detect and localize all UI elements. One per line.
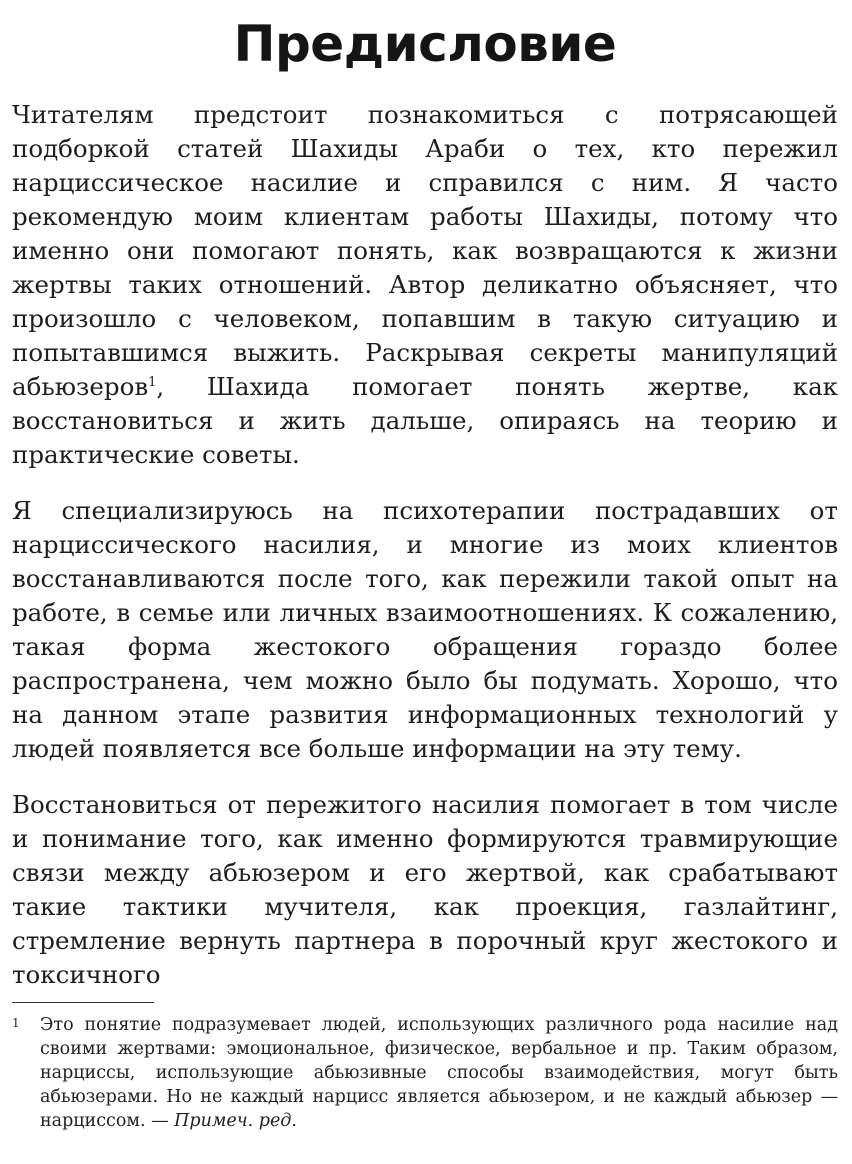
paragraph-1	[12, 98, 838, 472]
footnote	[12, 1013, 838, 1133]
footnote-divider	[12, 1002, 154, 1003]
page-title: Предисловие	[233, 15, 617, 73]
editor-note: Примеч. ред.	[174, 1111, 297, 1131]
footnote-mark: 1	[12, 1016, 20, 1030]
paragraph-1-text-b: , Шахида помогает понять жертве, как восстановиться и жить дальше, опираясь на теорию и практические советы.	[12, 372, 838, 469]
book-page	[12, 0, 838, 1164]
footnote-reference: 1	[148, 374, 157, 390]
paragraph-1-text-a: Читателям предстоит познакомиться с потрясающей подборкой статей Шахиды Араби о тех, кто пережил нарциссическое насилие и справился с ним. Я часто рекомендую моим клиентам работы Шахиды, потому что именно они помогают понять, как возвращаются к жизни жертвы таких отношений. Автор деликатно объясняет, что произошло с человеком, попавшим в такую ситуацию и попытавшимся выжить. Раскрывая секреты манипуляций абьюзеров	[12, 100, 838, 401]
paragraph-3: Восстановиться от пережитого насилия помогает в том числе и понимание того, как именно формируются травмирующие связи между абьюзером и его жертвой, как срабатывают такие тактики мучителя, как проекция, газлайтинг, стремление вернуть партнера в порочный круг жестокого и токсичного	[12, 790, 838, 989]
paragraph-2: Я специализируюсь на психотерапии пострадавших от нарциссического насилия, и многие из моих клиентов восстанавливаются после того, как пережили такой опыт на работе, в семье или личных взаимоотношениях. К сожалению, такая форма жестокого обращения гораздо более распространена, чем можно было бы подумать. Хорошо, что на данном этапе развития информационных технологий у людей появляется все больше информации на эту тему.	[12, 496, 838, 763]
footnote-text: Это понятие подразумевает людей, использующих различного рода насилие над своими жертвами: эмоциональное, физическое, вербальное и пр. Таким образом, нарциссы, использующие абьюзивные способы взаимодействия, могут быть абьюзерами. Но не каждый нарцисс является абьюзером, и не каждый абьюзер — нарциссом. —	[40, 1015, 838, 1131]
body-text	[12, 98, 838, 992]
